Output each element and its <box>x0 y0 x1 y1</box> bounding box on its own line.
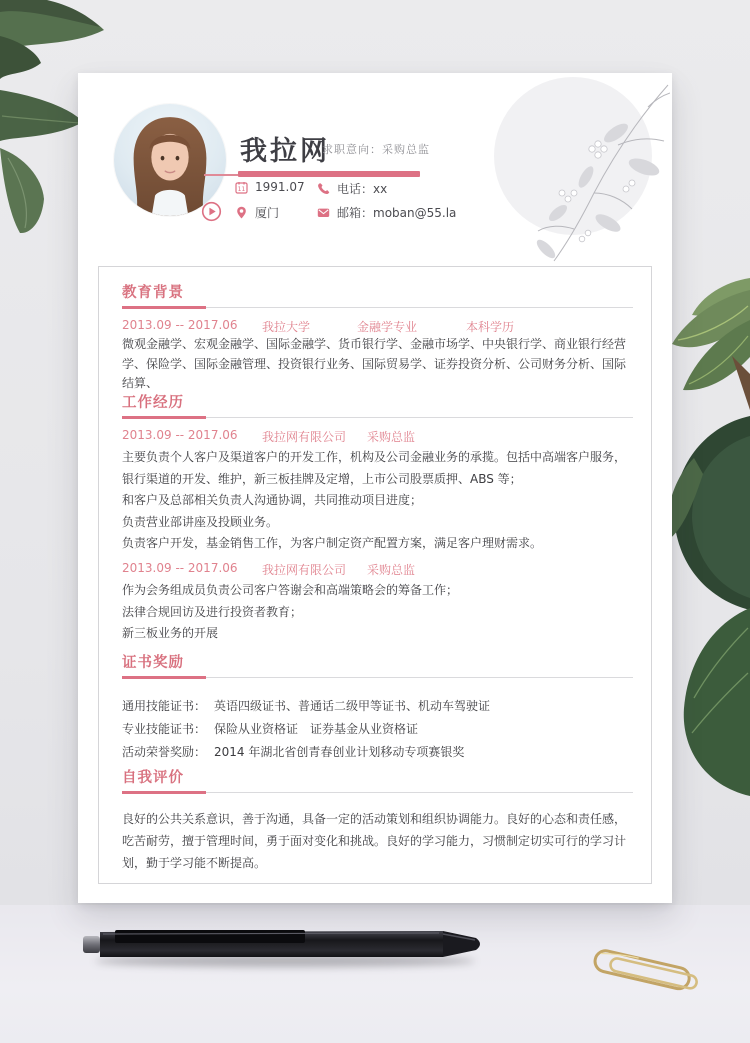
right-plant-leaves <box>664 278 750 803</box>
accent-line <box>204 174 238 176</box>
section-rule <box>122 792 633 793</box>
education-courses <box>122 335 635 394</box>
section-title-self-evaluation: 自我评价 <box>122 770 184 786</box>
education-courses-text: 微观金融学、宏观金融学、国际金融学、货币银行学、金融市场学、中央银行学、商业银行经营学、保险学、国际金融管理、投资银行业务、国际贸易学、证券投资分析、公司财务分析、国际结算、 <box>122 337 627 390</box>
location-pin-icon <box>235 206 248 219</box>
section-rule <box>122 677 633 678</box>
job-meta-row <box>122 561 633 577</box>
section-title-work: 工作经历 <box>122 395 184 411</box>
job-period: 2013.09 -- 2017.06 <box>122 428 238 442</box>
resume-paper <box>78 73 672 903</box>
education-period: 2013.09 -- 2017.06 <box>122 318 238 332</box>
phone-value: 电话：xx <box>337 182 388 196</box>
job-duty: 负责营业部讲座及投顾业务。 <box>122 514 279 529</box>
pen-clip <box>115 930 305 943</box>
self-evaluation-text <box>122 808 635 874</box>
education-degree: 本科学历 <box>466 320 515 334</box>
mail-icon <box>317 206 330 219</box>
birth-date-value: 1991.07 <box>255 180 305 194</box>
play-icon <box>201 201 222 226</box>
location-value: 厦门 <box>255 206 280 220</box>
certificate-value: 英语四级证书、普通话二级甲等证书、机动车驾驶证 <box>214 699 491 713</box>
section-title-education: 教育背景 <box>122 285 184 301</box>
svg-text:11: 11 <box>237 185 246 193</box>
certificate-row <box>122 718 635 741</box>
certificate-row <box>122 695 635 718</box>
certificate-label: 活动荣誉奖励： <box>122 745 207 759</box>
education-school: 我拉大学 <box>262 320 311 334</box>
education-major: 金融学专业 <box>357 320 418 334</box>
job-company: 我拉网有限公司 <box>262 430 347 444</box>
black-pen <box>83 926 485 966</box>
job-description <box>122 580 635 645</box>
location <box>235 204 279 221</box>
job-duty: 负责客户开发，基金销售工作，为客户制定资产配置方案，满足客户理财需求。 <box>122 536 543 550</box>
job-duty: 作为会务组成员负责公司客户答谢会和高端策略会的筹备工作； <box>122 583 459 597</box>
job-position: 采购总监 <box>367 430 416 444</box>
email <box>317 204 456 221</box>
self-evaluation-paragraph: 良好的公共关系意识，善于沟通，具备一定的活动策划和组织协调能力。良好的心态和责任感，吃苦耐劳，擅于管理时间，勇于面对变化和挑战。良好的学习能力，习惯制定切实可行的学习计划，勤于学习能不断提高。 <box>122 812 627 870</box>
job-duty: 新三板业务的开展 <box>122 626 219 640</box>
section-title-certificates: 证书奖励 <box>122 655 184 671</box>
certificate-value: 保险从业资格证 证券基金从业资格证 <box>214 722 419 736</box>
section-rule <box>122 417 633 418</box>
job-duty: 法律合规回访及进行投资者教育； <box>122 604 303 619</box>
phone <box>317 180 387 197</box>
certificate-value: 2014 年湖北省创青春创业计划移动专项赛银奖 <box>214 745 465 759</box>
job-description <box>122 447 635 555</box>
certificate-row <box>122 741 635 764</box>
certificate-label: 专业技能证书： <box>122 722 207 736</box>
job-duty: 主要负责个人客户及渠道客户的开发工作，机构及公司金融业务的承揽。包括中高端客户服务，银行渠道的开发、维护，新三板挂牌及定增，上市公司股票质押、ABS 等； <box>122 450 627 486</box>
email-value: 邮箱：moban@55.la <box>337 206 457 220</box>
certificates-list <box>122 695 635 764</box>
job-duty: 和客户及总部相关负责人沟通协调，共同推动项目进度； <box>122 493 423 507</box>
pen-button <box>83 936 100 953</box>
certificate-label: 通用技能证书： <box>122 699 207 713</box>
candidate-name: 我拉网 <box>240 136 330 167</box>
gold-paperclip <box>585 948 705 1007</box>
birth-date <box>235 180 305 194</box>
education-meta-row <box>122 318 633 334</box>
phone-icon <box>317 182 330 195</box>
job-meta-row <box>122 428 633 444</box>
job-objective: 求职意向：采购总监 <box>322 143 430 156</box>
floral-sketch <box>498 81 670 266</box>
content-frame <box>98 266 652 884</box>
job-company: 我拉网有限公司 <box>262 563 347 577</box>
section-rule <box>122 307 633 308</box>
calendar-icon <box>235 181 248 194</box>
job-period: 2013.09 -- 2017.06 <box>122 561 238 575</box>
portrait-photo <box>114 104 226 216</box>
job-position: 采购总监 <box>367 563 416 577</box>
accent-bar <box>238 171 420 177</box>
